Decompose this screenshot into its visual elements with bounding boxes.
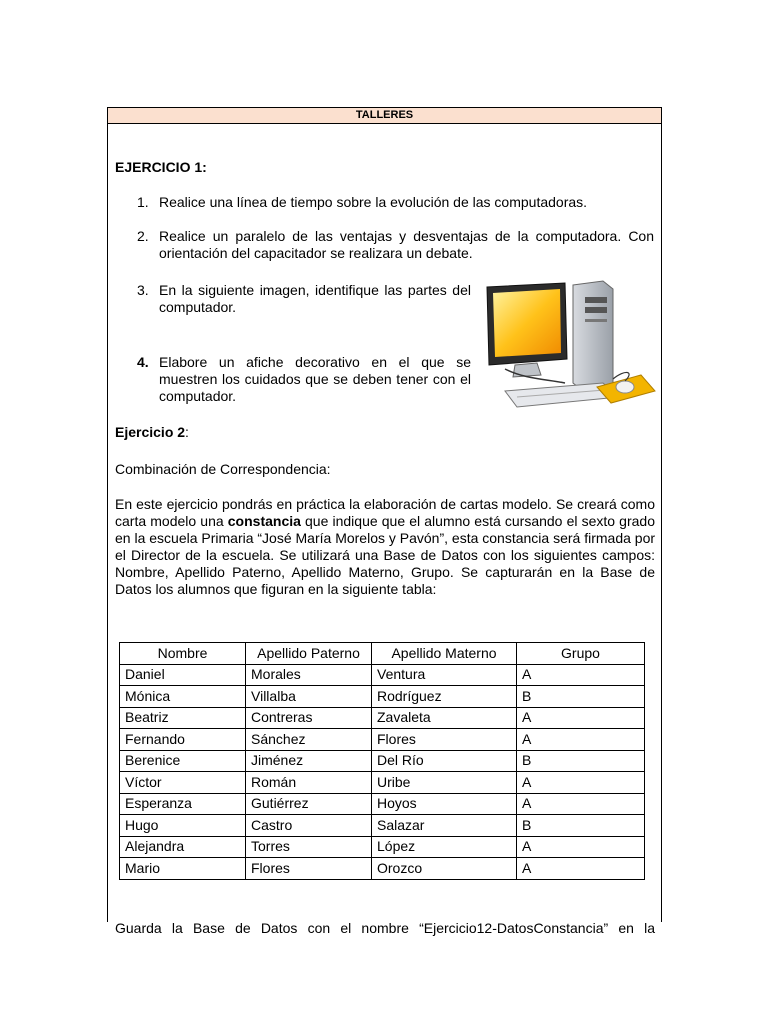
item-text: Realice un paralelo de las ventajas y desventajas de la computadora. Con orientación del capacitador se realizara un debate. bbox=[159, 228, 654, 261]
col-header: Grupo bbox=[517, 643, 645, 665]
cell: A bbox=[517, 793, 645, 815]
cell: Alejandra bbox=[120, 836, 246, 858]
students-table bbox=[119, 642, 645, 880]
cell: B bbox=[517, 686, 645, 708]
cell: Daniel bbox=[120, 664, 246, 686]
cell: Zavaleta bbox=[372, 707, 517, 729]
cell: Fernando bbox=[120, 729, 246, 751]
instructions-paragraph: En este ejercicio pondrás en práctica la elaboración de cartas modelo. Se creará como carta modelo una constancia que indique que el alumno está cursando el sexto grado en la escuela Primaria “José María Morelos y Pavón”, esta constancia será firmada por el Director de la escuela. Se utilizará una Base de Datos con los siguientes campos: Nombre, Apellido Paterno, Apellido Materno, Grupo. Se capturarán en la Base de Datos los alumnos que figuran en la siguiente tabla: bbox=[115, 496, 656, 597]
ejercicio1-title: EJERCICIO 1: bbox=[115, 159, 207, 175]
cell: Mario bbox=[120, 858, 246, 880]
table-row bbox=[120, 664, 645, 686]
item-number: 2. bbox=[137, 228, 149, 244]
cell: A bbox=[517, 664, 645, 686]
cell: Berenice bbox=[120, 750, 246, 772]
cell: Esperanza bbox=[120, 793, 246, 815]
cell: Contreras bbox=[246, 707, 372, 729]
cell: Ventura bbox=[372, 664, 517, 686]
cell: Román bbox=[246, 772, 372, 794]
item-text: Realice una línea de tiempo sobre la evolución de las computadoras. bbox=[159, 194, 588, 210]
talleres-box bbox=[107, 107, 662, 936]
cell: Víctor bbox=[120, 772, 246, 794]
table-row bbox=[120, 836, 645, 858]
item-text: Elabore un afiche decorativo en el que se muestren los cuidados que se deben tener con el computador. bbox=[159, 354, 471, 404]
cell: A bbox=[517, 836, 645, 858]
col-header: Nombre bbox=[120, 643, 246, 665]
cell: Castro bbox=[246, 815, 372, 837]
subtitle: Combinación de Correspondencia: bbox=[115, 461, 331, 477]
list-item bbox=[137, 194, 654, 211]
cell: Flores bbox=[372, 729, 517, 751]
desktop-computer-icon bbox=[485, 279, 665, 419]
table-row bbox=[120, 686, 645, 708]
cell: Morales bbox=[246, 664, 372, 686]
cell: A bbox=[517, 729, 645, 751]
table-row bbox=[120, 858, 645, 880]
table-row bbox=[120, 793, 645, 815]
cell: A bbox=[517, 858, 645, 880]
cell: Rodríguez bbox=[372, 686, 517, 708]
cell: Flores bbox=[246, 858, 372, 880]
item-number: 1. bbox=[137, 194, 149, 210]
col-header: Apellido Materno bbox=[372, 643, 517, 665]
table-header-row bbox=[120, 643, 645, 665]
cell: Beatriz bbox=[120, 707, 246, 729]
cell: Torres bbox=[246, 836, 372, 858]
item-number: 4. bbox=[137, 354, 149, 370]
cell: Hugo bbox=[120, 815, 246, 837]
cell: Sánchez bbox=[246, 729, 372, 751]
cell: A bbox=[517, 707, 645, 729]
col-header: Apellido Paterno bbox=[246, 643, 372, 665]
table-row bbox=[120, 750, 645, 772]
list-item bbox=[137, 282, 471, 316]
table-row bbox=[120, 729, 645, 751]
cell: Orozco bbox=[372, 858, 517, 880]
cell: Villalba bbox=[246, 686, 372, 708]
cell: Gutiérrez bbox=[246, 793, 372, 815]
list-item bbox=[137, 228, 654, 262]
ejercicio2-title: Ejercicio 2: bbox=[115, 424, 189, 440]
cell: B bbox=[517, 815, 645, 837]
cell: Hoyos bbox=[372, 793, 517, 815]
item-text: En la siguiente imagen, identifique las partes del computador. bbox=[159, 282, 471, 315]
cell: Jiménez bbox=[246, 750, 372, 772]
list-item bbox=[137, 354, 471, 405]
table-row bbox=[120, 815, 645, 837]
cell: B bbox=[517, 750, 645, 772]
footer-paragraph: Guarda la Base de Datos con el nombre “Ejercicio12-DatosConstancia” en la bbox=[115, 920, 655, 936]
item-number: 3. bbox=[137, 282, 149, 298]
cell: Uribe bbox=[372, 772, 517, 794]
cell: Mónica bbox=[120, 686, 246, 708]
table-row bbox=[120, 707, 645, 729]
cell: López bbox=[372, 836, 517, 858]
cell: A bbox=[517, 772, 645, 794]
cell: Salazar bbox=[372, 815, 517, 837]
table-row bbox=[120, 772, 645, 794]
cell: Del Río bbox=[372, 750, 517, 772]
section-header: TALLERES bbox=[108, 108, 661, 124]
